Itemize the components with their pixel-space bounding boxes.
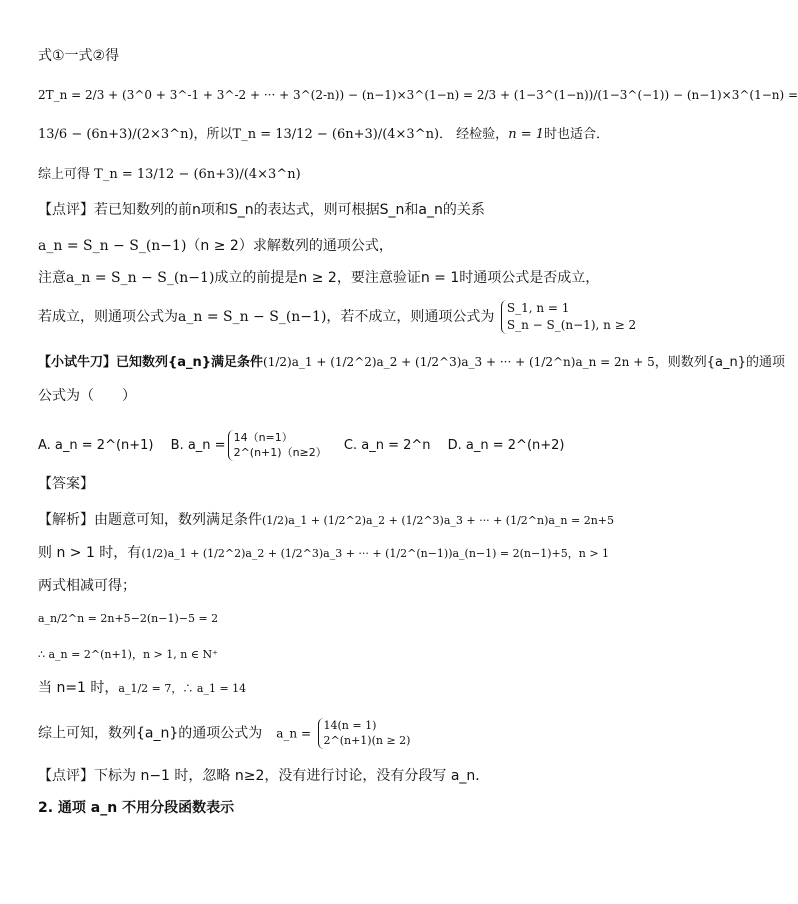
piecewise-brace: S_1, n = 1 S_n − S_(n−1), n ≥ 2 [501,300,636,334]
analysis-line: 【解析】由题意可知，数列满足条件(1/2)a_1 + (1/2^2)a_2 + (1/2^3)a_3 + ··· + (1/2^n)a_n = 2n+5 [38,512,615,528]
equation-2tn: 2T_n = 2/3 + (3^0 + 3^-1 + 3^-2 + ··· + 3^(2-n)) − (n−1)×3^(1−n) = 2/3 + (1−3^(1−n))/(1−3^(−1)) − (n−1)×3^(1−n) = [38,88,798,102]
subtract-line: 两式相减可得； [38,578,136,594]
note-line: 注意a_n = S_n − S_(n−1)成立的前提是n ≥ 2，要注意验证n = 1时通项公式是否成立， [38,270,600,286]
section-heading: 2. 通项 a_n 不用分段函数表示 [38,800,235,816]
therefore-line: ∴ a_n = 2^(n+1)，n > 1, n ∈ N⁺ [38,648,218,661]
conclusion-line: 综上可得 T_n = 13/12 − (6n+3)/(4×3^n) [38,167,301,182]
answer-options [38,430,620,461]
option-b[interactable]: B. a_n = 14（n=1） 2^(n+1)（n≥2） [170,431,327,460]
trial-problem: 【小试牛刀】已知数列{a_n}满足条件(1/2)a_1 + (1/2^2)a_2 + (1/2^3)a_3 + ··· + (1/2^n)a_n = 2n + 5，则数列{a_n}的通项 [38,355,785,370]
option-b-brace: 14（n=1） 2^(n+1)（n≥2） [228,430,327,461]
formula-prompt: 公式为（ ） [38,388,136,404]
n-equals-1-line: 当 n=1 时，a_1/2 = 7，∴ a_1 = 14 [38,680,247,696]
option-a[interactable]: A. a_n = 2^(n+1) [38,437,154,453]
difference-equation: a_n/2^n = 2n+5−2(n−1)−5 = 2 [38,612,219,625]
comment-2: 【点评】下标为 n−1 时，忽略 n≥2，没有进行讨论，没有分段写 a_n． [38,768,490,784]
relation-line: a_n = S_n − S_(n−1)（n ≥ 2）求解数列的通项公式， [38,238,393,254]
analysis-line-2: 则 n > 1 时，有(1/2)a_1 + (1/2^2)a_2 + (1/2^3)a_3 + ··· + (1/2^(n−1))a_(n−1) = 2(n−1)+5，n > 1 [38,545,610,561]
option-d[interactable]: D. a_n = 2^(n+2) [447,437,565,453]
answer-heading: 【答案】 [38,476,94,492]
formula-cases-line: 若成立，则通项公式为a_n = S_n − S_(n−1)，若不成立，则通项公式为 S_1, n = 1 S_n − S_(n−1), n ≥ 2 [38,301,637,332]
equation-result: 13/6 − (6n+3)/(2×3^n)，所以T_n = 13/12 − (6n+3)/(4×3^n)． 经检验，n = 1时也适合． [38,127,610,142]
comment-1: 【点评】若已知数列的前n项和S_n的表达式，则可根据S_n和a_n的关系 [38,202,485,218]
summary-brace: 14(n = 1) 2^(n+1)(n ≥ 2) [318,718,411,749]
text-line-1: 式①一式②得 [38,48,120,64]
option-c[interactable]: C. a_n = 2^n [343,437,431,453]
summary-line: 综上可知，数列{a_n}的通项公式为 a_n = 14(n = 1) 2^(n+1)(n ≥ 2) [38,719,411,748]
